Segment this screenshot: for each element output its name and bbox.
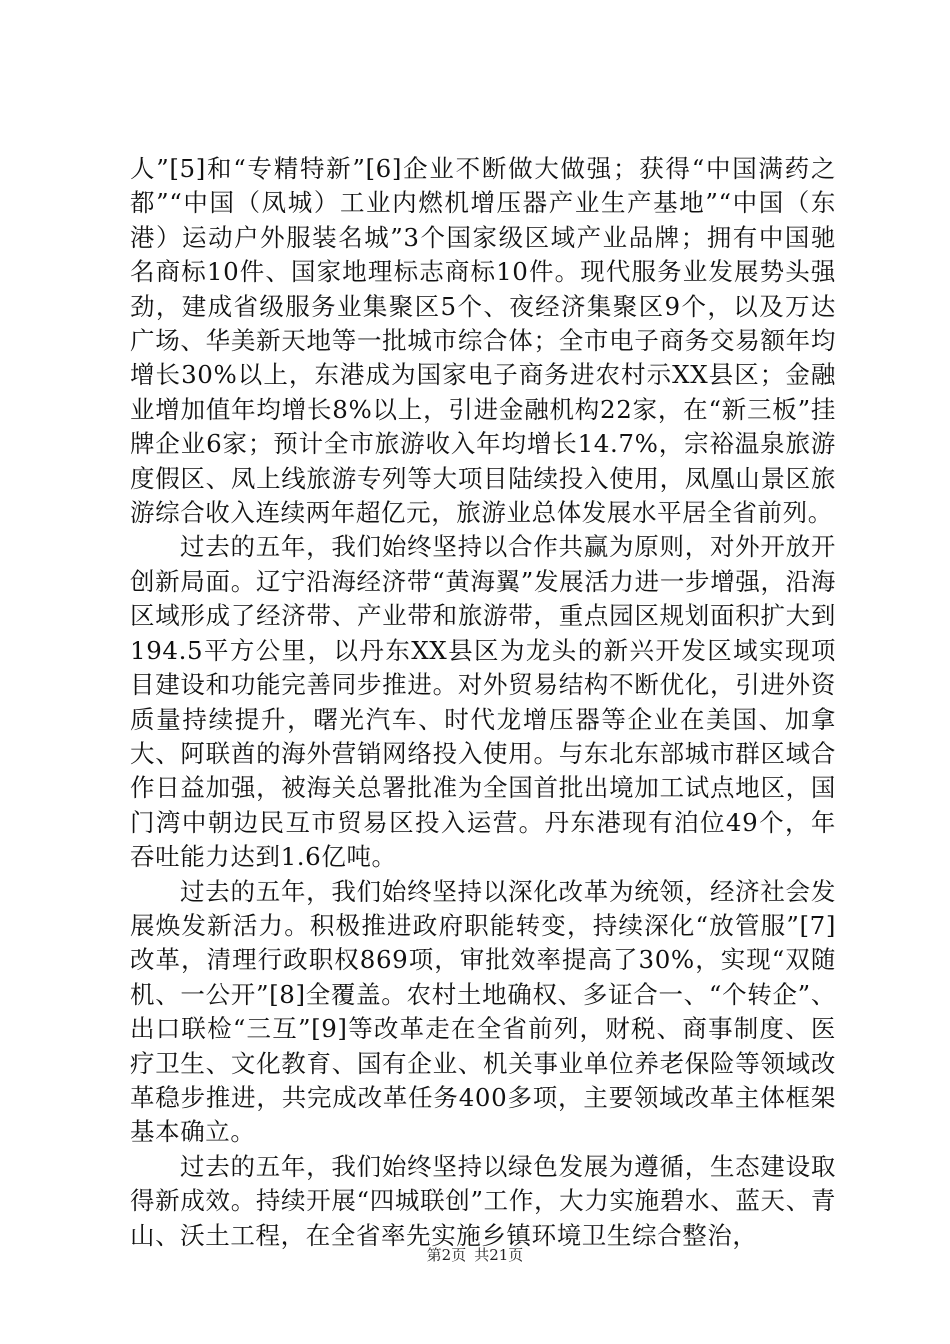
page-total: 共21页 <box>474 1246 524 1264</box>
paragraph-1: 人”[5]和“专精特新”[6]企业不断做大做强；获得“中国满药之都”“中国（凤城）工业内燃机增压器产业生产基地”“中国（东港）运动户外服装名城”3个国家级区域产业品牌；拥有中国驰名商标10件、国家地理标志商标10件。现代服务业发展势头强劲，建成省级服务业集聚区5个、夜经济集聚区9个，以及万达广场、华美新天地等一批城市综合体；全市电子商务交易额年均增长30%以上，东港成为国家电子商务进农村示XX县区；金融业增加值年均增长8%以上，引进金融机构22家，在“新三板”挂牌企业6家；预计全市旅游收入年均增长14.7%，宗裕温泉旅游度假区、凤上线旅游专列等大项目陆续投入使用，凤凰山景区旅游综合收入连续两年超亿元，旅游业总体发展水平居全省前列。 <box>130 154 836 528</box>
page-number: 第2页 <box>426 1246 467 1264</box>
document-body <box>130 152 836 1253</box>
paragraph-2: 过去的五年，我们始终坚持以合作共赢为原则，对外开放开创新局面。辽宁沿海经济带“黄海翼”发展活力进一步增强，沿海区域形成了经济带、产业带和旅游带，重点园区规划面积扩大到194.5平方公里，以丹东XX县区为龙头的新兴开发区域实现项目建设和功能完善同步推进。对外贸易结构不断优化，引进外资质量持续提升，曙光汽车、时代龙增压器等企业在美国、加拿大、阿联酋的海外营销网络投入使用。与东北东部城市群区域合作日益加强，被海关总署批准为全国首批出境加工试点地区，国门湾中朝边民互市贸易区投入运营。丹东港现有泊位49个，年吞吐能力达到1.6亿吨。 <box>130 532 836 872</box>
page-footer <box>0 1245 950 1265</box>
paragraph-4: 过去的五年，我们始终坚持以绿色发展为遵循，生态建设取得新成效。持续开展“四城联创”工作，大力实施碧水、蓝天、青山、沃土工程，在全省率先实施乡镇环境卫生综合整治， <box>130 1151 836 1250</box>
paragraph-3: 过去的五年，我们始终坚持以深化改革为统领，经济社会发展焕发新活力。积极推进政府职能转变，持续深化“放管服”[7]改革，清理行政职权869项，审批效率提高了30%，实现“双随机、一公开”[8]全覆盖。农村土地确权、多证合一、“个转企”、出口联检“三互”[9]等改革走在全省前列，财税、商事制度、医疗卫生、文化教育、国有企业、机关事业单位养老保险等领域改革稳步推进，共完成改革任务400多项，主要领域改革主体框架基本确立。 <box>130 876 836 1147</box>
